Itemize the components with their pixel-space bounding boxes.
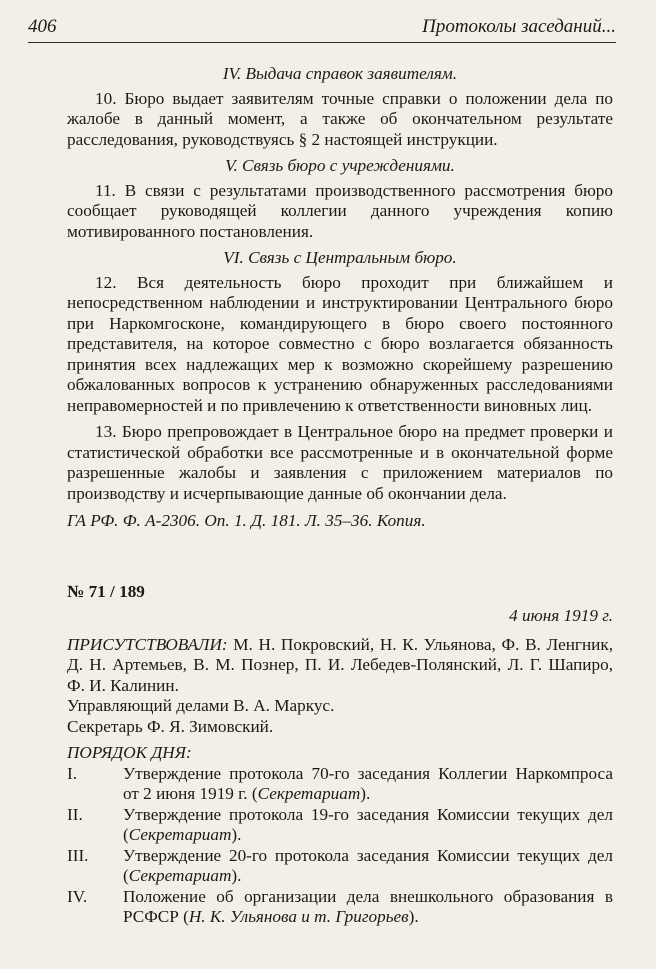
page-content [67,58,613,928]
document-number: № 71 / 189 [67,581,145,601]
agenda-item [67,764,613,805]
agenda-item-text: Утверждение протокола 70-го заседания Коллегии Наркомпроса от 2 июня 1919 г. (Секретариат). [123,763,613,803]
manager-line: Управляющий делами В. А. Маркус. [67,696,335,715]
section-heading-v: V. Связь бюро с учреждениями. [225,156,455,175]
secretary-line: Секретарь Ф. Я. Зимовский. [67,716,274,736]
agenda-item-number: III. [67,845,89,865]
agenda-item [67,805,613,846]
agenda-item-text: Положение об организации дела внешкольного образования в РСФСР (Н. К. Ульянова и т. Григорьев). [123,886,613,926]
agenda-item-reporter: Секретариат [257,784,361,803]
paragraph-11: 11. В связи с результатами производственного рассмотрения бюро сообщает руководящей коллегии данного учреждения копию мотивированного постановления. [67,180,613,241]
present-names: М. Н. Покровский, Н. К. Ульянова, Ф. В. Ленгник, Д. Н. Артемьев, В. М. Познер, П. И. Лебедев-Полянский, Л. Г. Шапиро, Ф. И. Калинин. [67,634,613,695]
present-label: ПРИСУТСТВОВАЛИ: [67,634,228,654]
present-list [67,635,613,697]
paragraph-12: 12. Вся деятельность бюро проходит при ближайшем и непосредственном наблюдении и инструктировании Центрального бюро при Наркомгосконе, командирующего в бюро своего постоянного представителя, на которое совместно с бюро возлагается обязанность принятия всех надлежащих мер к возможно скорейшему разрешению обжалованных вопросов к устранению обнаруженных расследованиями неправомерностей и по привлечению к ответственности виновных лиц. [67,272,613,415]
agenda-item [67,846,613,887]
agenda-item-number: II. [67,804,83,824]
agenda-item-number: I. [67,763,78,783]
section-heading-vi: VI. Связь с Центральным бюро. [223,248,457,267]
running-title: Протоколы заседаний... [422,16,616,37]
agenda-item-reporter: Секретариат [128,866,232,885]
agenda-item-text: Утверждение 20-го протокола заседания Комиссии текущих дел (Секретариат). [123,845,613,885]
page-number: 406 [28,16,57,37]
agenda-item-text: Утверждение протокола 19-го заседания Комиссии текущих дел (Секретариат). [123,804,613,844]
document-date: 4 июня 1919 г. [509,606,613,625]
archive-source: ГА РФ. Ф. А-2306. Оп. 1. Д. 181. Л. 35–36. Копия. [67,511,426,530]
agenda-title: ПОРЯДОК ДНЯ: [67,743,192,762]
paragraph-10: 10. Бюро выдает заявителям точные справки о положении дела по жалобе в данный момент, а также об окончательном результате расследования, руководствуясь § 2 настоящей инструкции. [67,88,613,149]
page-header [28,14,616,43]
agenda-item-number: IV. [67,886,88,906]
section-heading-iv: IV. Выдача справок заявителям. [222,64,458,83]
agenda-item-reporter: Секретариат [128,825,232,844]
agenda-item-reporter: Н. К. Ульянова и т. Григорьев [188,907,409,926]
paragraph-13: 13. Бюро препровождает в Центральное бюро на предмет проверки и статистической обработки все рассмотренные и в окончательной форме разрешенные жалобы и заявления с приложением материалов по производству и исчерпывающие данные об окончании дела. [67,422,613,503]
agenda-item [67,887,613,928]
